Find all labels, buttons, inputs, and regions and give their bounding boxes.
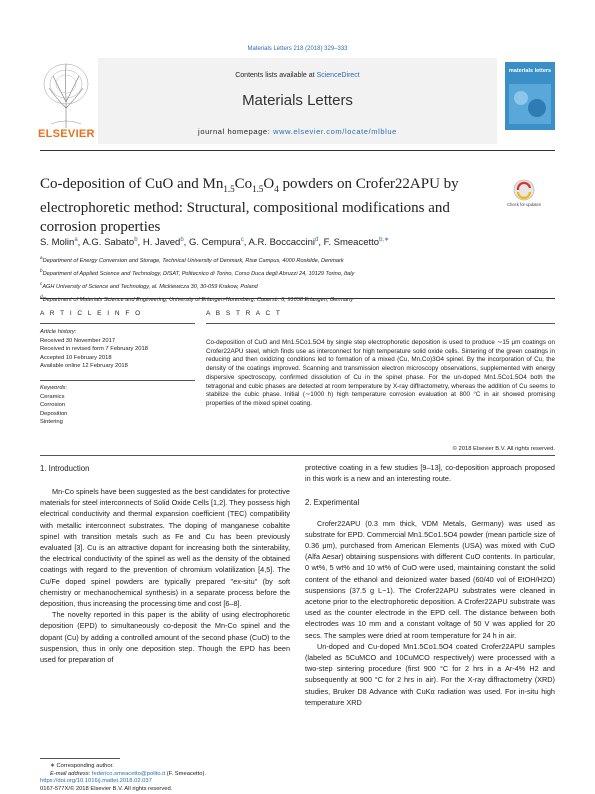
journal-cover-thumbnail[interactable]	[505, 62, 555, 130]
contents-prefix: Contents lists available at	[235, 72, 317, 79]
title-line3: corrosion properties	[40, 219, 161, 235]
keyword-item: Deposition	[40, 410, 68, 417]
author-affil-link[interactable]: c	[240, 237, 244, 243]
abstract-bottom-rule	[40, 455, 555, 456]
corresponding-author-note: ∗ Corresponding author.	[50, 763, 114, 769]
journal-citation[interactable]: Materials Letters 218 (2018) 329–333	[247, 46, 348, 52]
author-name: F. Smeacetto	[323, 237, 380, 249]
abstract-text: Co-deposition of CuO and Mn1.5Co1.5O4 by single step electrophoretic deposition is used to produce ∼15 μm coatings on Crofer22APU steel, which finds use as interconnect for high temperature solid oxide cells. Sintering of the green coatings in reducing and then oxidizing conditions led to formation of a mixed (Cu, Mn,Co)3O4 spinel. By the incorporation of Cu, the density of the coatings improved. Scanning and transmission electron microscopy observations, supplemented with energy dispersive spectroscopy, confirmed dissolution of Cu in the spinel phase. For the un-doped Mn1.5Co1.5O4 both the tetragonal and cubic phases are detected at room temperature by X-ray diffractometry, whereas the addition of Cu seems to stabilize the cubic phase. Initial (∼1000 h) high temperature corrosion evaluation at 800 °C in air showed promising properties of the mixed spinel coating.	[206, 339, 555, 407]
contents-line	[98, 72, 497, 79]
experimental-paragraph: Crofer22APU (0.3 mm thick, VDM Metals, Germany) was used as substrate for EPD. Commercial Mn1.5Co1.5O4 powder (mean particle size of 0.36 μm), purchased from American Elements (USA) was mixed with CuO (Alfa Aesar) obtaining suspensions with different CuO contents. In particular, 0 wt%, 5 wt% and 10 wt% of CuO were used, maintaining constant the solid content of the ethanol and deionized water based (60/40 vol of EtOH/H2O) suspensions (37.5 g L−1). The Crofer22APU substrates were cleaned in acetone prior to the electrophoretic deposition. A Crofer22APU substrate was used as the counter electrode in the EPD cell. The distance between both electrodes was 10 mm and a constant voltage of 50 V was applied for 20 secs. The samples were dried at room temperature for 24 h in air.	[305, 518, 555, 640]
elsevier-wordmark: ELSEVIER	[38, 128, 95, 140]
title-sub: 4	[274, 184, 279, 194]
affiliation-text: Department of Materials Science and Engineering, University of Erlangen-Nuremberg, Cauerstr. 6, 91058 Erlangen, Germany	[42, 297, 353, 304]
affiliation-sup: b	[40, 268, 43, 274]
info-rule	[40, 380, 195, 381]
email-suffix: (F. Smeacetto).	[165, 771, 207, 778]
homepage-link[interactable]: www.elsevier.com/locate/mlblue	[273, 127, 397, 136]
abstract-heading: A B S T R A C T	[206, 310, 282, 317]
affiliation-sup: c	[40, 281, 43, 287]
article-title	[40, 175, 495, 237]
article-info-heading: A R T I C L E I N F O	[40, 310, 143, 317]
author-name: G. Cempura	[188, 237, 241, 249]
abstract-rule	[206, 323, 555, 324]
affiliation-item	[40, 253, 560, 266]
title-sub: 1.5	[252, 184, 264, 194]
cover-image-icon	[509, 84, 551, 124]
sciencedirect-link[interactable]: ScienceDirect	[316, 72, 360, 79]
section-rule	[40, 298, 555, 299]
history-item: Available online 12 February 2018	[40, 363, 128, 370]
author-name: A.G. Sabato	[82, 237, 135, 249]
author-name: H. Javed	[142, 237, 181, 249]
issn-line: 0167-577X/© 2018 Elsevier B.V. All rights reserved.	[40, 786, 173, 793]
check-for-updates-icon[interactable]	[506, 176, 542, 212]
doi-link[interactable]: https://doi.org/10.1016/j.matlet.2018.02.037	[40, 778, 152, 784]
col2-paragraph: protective coating in a few studies [9–13], co-deposition approach proposed in this work is a new and an interesting route.	[305, 463, 555, 484]
keywords	[40, 384, 200, 427]
affiliation-text: AGH University of Science and Technology, al. Mickiewicza 30, 30-059 Krakow, Poland	[42, 283, 258, 290]
history-label: Article history:	[40, 329, 77, 335]
affiliation-item	[40, 279, 560, 292]
affiliation-sup: d	[40, 294, 43, 300]
email-link[interactable]: federico.smeacetto@polito.it	[91, 771, 166, 778]
affiliation-sup: a	[40, 255, 43, 260]
badge-label: Check for updates	[507, 202, 541, 207]
author-affil-link[interactable]: d	[315, 237, 319, 243]
col2-body	[305, 462, 555, 708]
abstract-copyright: © 2018 Elsevier B.V. All rights reserved.	[452, 446, 555, 452]
journal-homepage	[98, 127, 497, 136]
article-history	[40, 328, 200, 371]
title-line1-post: powders on Crofer22APU by	[278, 176, 459, 192]
keyword-item: Ceramics	[40, 393, 65, 400]
intro-paragraph: The novelty reported in this paper is the ability of using electrophoretic deposition (EPD) to simultaneously co-deposit the Mn-Co spinel and the dopant (Cu) by adding a controlled amount of the second phase (CuO) to the suspension, thus in only one deposition step. Though the EPD has been used for preparation of	[40, 610, 290, 665]
info-rule	[40, 323, 195, 324]
author-name: A.R. Boccaccini	[248, 237, 315, 249]
keywords-label: Keywords:	[40, 385, 68, 391]
experimental-heading: 2. Experimental	[305, 498, 360, 508]
header-rule	[40, 150, 555, 151]
history-item: Received 30 November 2017	[40, 337, 116, 344]
title-sub: 1.5	[223, 184, 235, 194]
intro-body	[40, 486, 290, 665]
email-label: E-mail address:	[50, 771, 92, 778]
affiliation-item	[40, 266, 560, 279]
author-affil-link[interactable]: b	[180, 237, 184, 243]
affiliation-text: Department of Energy Conversion and Storage, Technical University of Denmark, Risø Campus, 4000 Roskilde, Denmark	[42, 257, 344, 264]
journal-title: Materials Letters	[242, 92, 353, 109]
affiliation-text: Department of Applied Science and Technology, DISAT, Politecnico di Torino, Corso Duca degli Abruzzi 24, 10129 Torino, Italy	[42, 270, 355, 277]
author-affil-link[interactable]: b	[134, 237, 138, 243]
title-line1-pre: Co-deposition of CuO and Mn	[40, 176, 224, 192]
keyword-item: Corrosion	[40, 402, 66, 409]
intro-heading: 1. Introduction	[40, 464, 90, 473]
author-name: S. Molin	[40, 237, 75, 249]
cover-title: materials letters	[508, 68, 552, 74]
history-item: Accepted 10 February 2018	[40, 354, 112, 361]
title-mid: Co	[234, 176, 253, 192]
footnote-rule	[40, 758, 120, 759]
doi-block	[40, 777, 290, 794]
title-line2: electrophoretic method: Structural, compositional modifications and	[40, 200, 450, 216]
history-item: Received in revised form 7 February 2018	[40, 346, 148, 353]
author-affil-link[interactable]: a	[74, 237, 78, 243]
keyword-item: Sintering	[40, 419, 63, 426]
homepage-prefix: journal homepage:	[198, 127, 274, 136]
author-affil-link[interactable]: b,∗	[379, 237, 390, 243]
author-list: S. Molin$^a$, A.G. Sabato$^b$, H. Javed$^b$, G. Cempura$^c$, A.R. Boccaccini$^d$, F. Smeacetto$^{b,∗}$	[40, 237, 390, 249]
title-mid: O	[263, 176, 275, 192]
intro-paragraph: Mn-Co spinels have been suggested as the best candidates for protective materials for steel interconnects of Solid Oxide Cells [1,2]. They possess high electrical conductivity and thermal expansion coefficient (TEC) compatibility with metallic interconnect substrates. The doping of manganese cobaltite spinel with transition metals such as Fe and Cu has been previously evaluated [3]. Cu is an attractive dopant for increasing both the sinterability, the electrical conductivity of the spinel as well as the density of the obtained coatings with regard to the prevention of chromium volatilization [4,5]. The Cu/Fe doped spinel powders are typically prepared "ex-situ" (by soft chemistry or mechanochemical synthesis) in a separate process before the deposition, thus increasing the processing time and cost [6–8].	[40, 487, 290, 609]
experimental-paragraph: Un-doped and Cu-doped Mn1.5Co1.5O4 coated Crofer22APU samples (labeled as 5CuMCO and 10CuMCO respectively) were processed with a two-step sintering procedure (first 900 °C for 2 hrs in a Ar-4% H2 and subsequently at 900 °C for 2 hrs in air). For the X-ray diffractometry (XRD) studies, Bruker D8 Advance with CuKα radiation was used. For in-situ high temperature XRD	[305, 641, 555, 707]
elsevier-tree-logo-icon	[41, 58, 91, 130]
